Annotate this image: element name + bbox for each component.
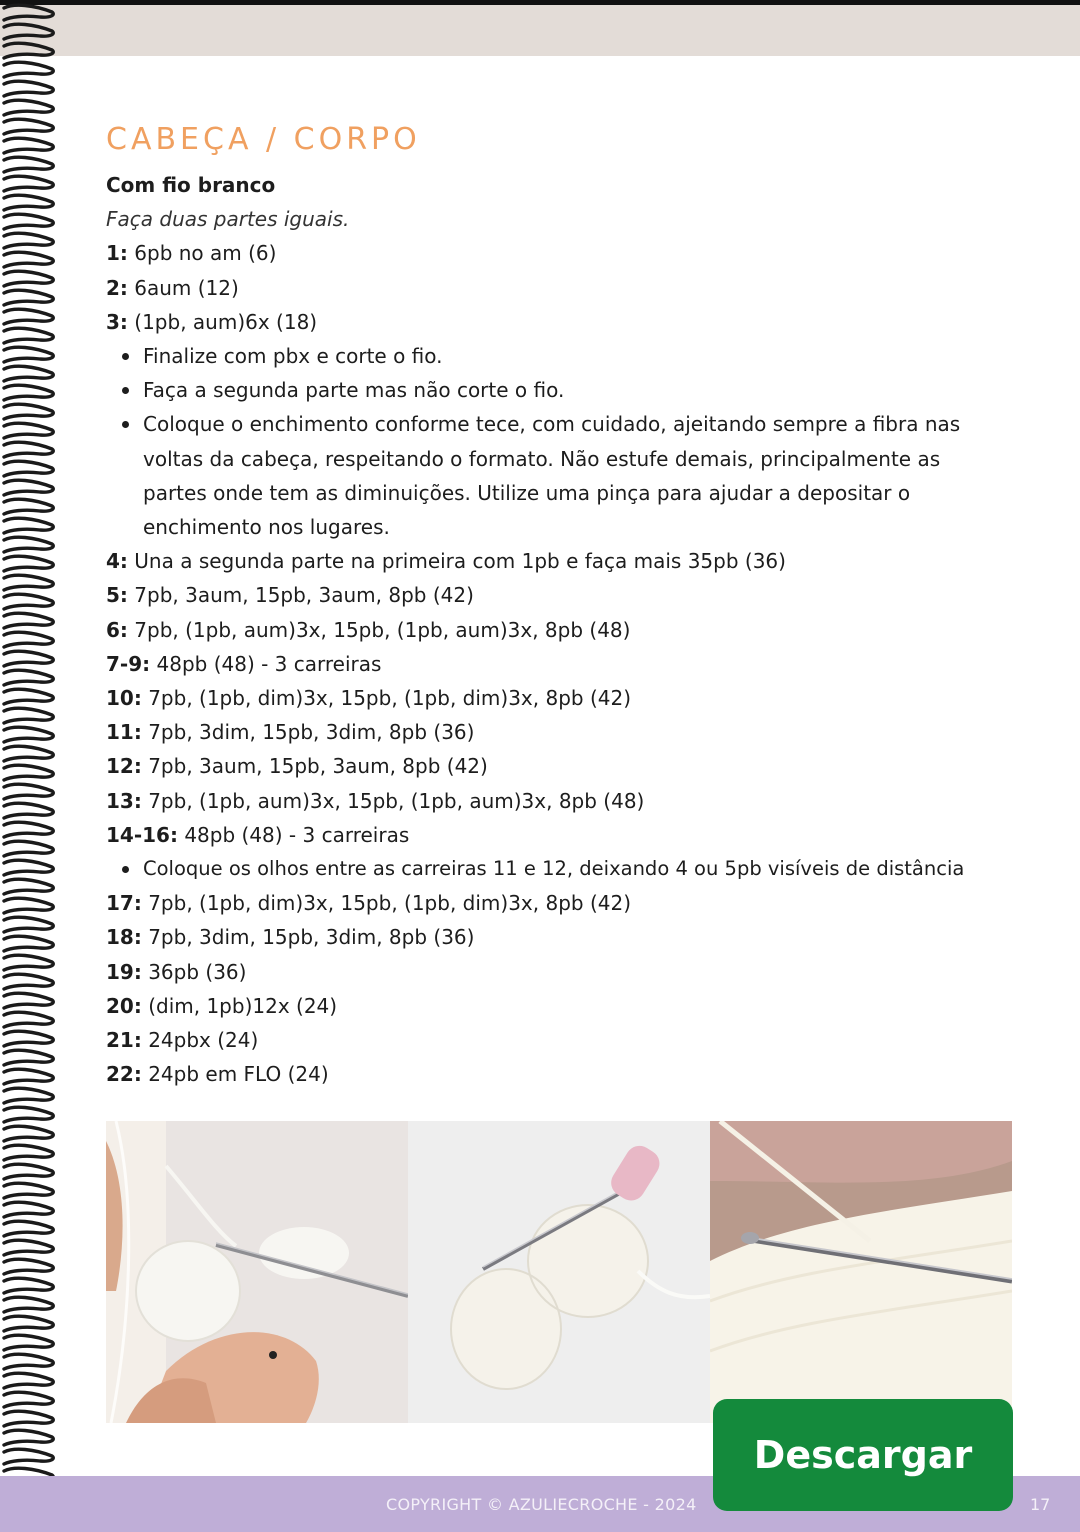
- spiral-ring: [4, 1126, 53, 1141]
- spiral-ring: [4, 271, 53, 286]
- spiral-ring: [4, 784, 53, 799]
- round-line: 6: 7pb, (1pb, aum)3x, 15pb, (1pb, aum)3x, 8pb (48): [106, 617, 631, 642]
- spiral-binding: [0, 0, 62, 1532]
- spiral-ring: [4, 670, 53, 685]
- spiral-ring: [4, 252, 53, 267]
- footer-copyright: COPYRIGHT © AZULIECROCHE - 2024: [386, 1495, 697, 1514]
- spiral-ring: [4, 1297, 53, 1312]
- round-line: 3: (1pb, aum)6x (18): [106, 309, 318, 334]
- round-line: 22: 24pb em FLO (24): [106, 1062, 329, 1087]
- section-subtitle: Com fio branco: [106, 173, 276, 197]
- photo-stitching-detail: [710, 1121, 1012, 1423]
- spiral-ring: [4, 442, 53, 457]
- round-line: 1: 6pb no am (6): [106, 241, 277, 266]
- spiral-ring: [4, 1183, 53, 1198]
- page-top-band: [0, 0, 1080, 56]
- spiral-ring: [4, 632, 53, 647]
- spiral-ring: [4, 81, 53, 96]
- spiral-ring: [4, 138, 53, 153]
- section-note: Faça duas partes iguais.: [106, 207, 350, 232]
- spiral-ring: [4, 613, 53, 628]
- round-line: 18: 7pb, 3dim, 15pb, 3dim, 8pb (36): [106, 925, 475, 950]
- round-line: 7-9: 48pb (48) - 3 carreiras: [106, 651, 382, 676]
- spiral-ring: [4, 955, 53, 970]
- round-line: 17: 7pb, (1pb, dim)3x, 15pb, (1pb, dim)3x, 8pb (42): [106, 891, 632, 916]
- bullet-item: Finalize com pbx e corte o fio.: [143, 339, 1036, 373]
- spiral-ring: [4, 974, 53, 989]
- round-line: 5: 7pb, 3aum, 15pb, 3aum, 8pb (42): [106, 583, 474, 608]
- spiral-ring: [4, 119, 53, 134]
- spiral-ring: [4, 727, 53, 742]
- spiral-ring: [4, 708, 53, 723]
- spiral-ring: [4, 556, 53, 571]
- spiral-ring: [4, 157, 53, 172]
- spiral-ring: [4, 1107, 53, 1122]
- spiral-ring: [4, 290, 53, 305]
- spiral-ring: [4, 1392, 53, 1407]
- spiral-ring: [4, 1335, 53, 1350]
- recipe-content: [106, 118, 1036, 1091]
- spiral-ring: [4, 1430, 53, 1445]
- spiral-ring: [4, 1411, 53, 1426]
- spiral-ring: [4, 575, 53, 590]
- spiral-ring: [4, 499, 53, 514]
- spiral-ring: [4, 1145, 53, 1160]
- spiral-ring: [4, 461, 53, 476]
- footer-page-number: 17: [1030, 1495, 1051, 1514]
- round-line: 11: 7pb, 3dim, 15pb, 3dim, 8pb (36): [106, 720, 475, 745]
- spiral-ring: [4, 1012, 53, 1027]
- round-line: 12: 7pb, 3aum, 15pb, 3aum, 8pb (42): [106, 754, 488, 779]
- photo-closing-head: [408, 1121, 710, 1423]
- spiral-ring: [4, 822, 53, 837]
- spiral-ring: [4, 993, 53, 1008]
- spiral-ring: [4, 537, 53, 552]
- instruction-bullets-b: [106, 852, 1036, 886]
- spiral-ring: [4, 480, 53, 495]
- spiral-ring: [4, 1031, 53, 1046]
- spiral-ring: [4, 5, 53, 20]
- round-line: 13: 7pb, (1pb, aum)3x, 15pb, (1pb, aum)3x, 8pb (48): [106, 788, 645, 813]
- spiral-ring: [4, 917, 53, 932]
- spiral-ring: [4, 233, 53, 248]
- spiral-ring: [4, 195, 53, 210]
- spiral-ring: [4, 100, 53, 115]
- spiral-ring: [4, 347, 53, 362]
- spiral-ring: [4, 1354, 53, 1369]
- spiral-ring: [4, 1449, 53, 1464]
- spiral-ring: [4, 689, 53, 704]
- round-line: 10: 7pb, (1pb, dim)3x, 15pb, (1pb, dim)3x, 8pb (42): [106, 686, 632, 711]
- round-line: 4: Una a segunda parte na primeira com 1pb e faça mais 35pb (36): [106, 549, 786, 574]
- round-line: 2: 6aum (12): [106, 275, 239, 300]
- spiral-ring: [4, 24, 53, 39]
- spiral-ring: [4, 1069, 53, 1084]
- spiral-ring: [4, 936, 53, 951]
- spiral-ring: [4, 1259, 53, 1274]
- spiral-ring: [4, 518, 53, 533]
- bullet-item: Coloque os olhos entre as carreiras 11 e 12, deixando 4 ou 5pb visíveis de distância: [143, 852, 1036, 886]
- spiral-ring: [4, 404, 53, 419]
- spiral-ring: [4, 841, 53, 856]
- rounds-list-b: [106, 544, 1036, 852]
- spiral-ring: [4, 765, 53, 780]
- spiral-ring: [4, 1202, 53, 1217]
- spiral-ring: [4, 423, 53, 438]
- round-line: 19: 36pb (36): [106, 959, 247, 984]
- spiral-ring: [4, 651, 53, 666]
- spiral-ring: [4, 1050, 53, 1065]
- spiral-ring: [4, 214, 53, 229]
- spiral-ring: [4, 1221, 53, 1236]
- spiral-ring: [4, 1373, 53, 1388]
- round-line: 21: 24pbx (24): [106, 1028, 259, 1053]
- bullet-item: Faça a segunda parte mas não corte o fio.: [143, 373, 1036, 407]
- spiral-ring: [4, 746, 53, 761]
- spiral-ring: [4, 803, 53, 818]
- spiral-ring: [4, 1164, 53, 1179]
- photo-joining-parts: [106, 1121, 408, 1423]
- spiral-ring: [4, 1088, 53, 1103]
- round-line: 14-16: 48pb (48) - 3 carreiras: [106, 822, 410, 847]
- download-button[interactable]: Descargar: [713, 1399, 1013, 1511]
- spiral-ring: [4, 385, 53, 400]
- photo-strip: [106, 1121, 1012, 1423]
- rounds-list-a: [106, 236, 1036, 339]
- section-title: CABEÇA / CORPO: [106, 122, 421, 157]
- spiral-ring: [4, 328, 53, 343]
- round-line: 20: (dim, 1pb)12x (24): [106, 993, 338, 1018]
- spiral-ring: [4, 43, 53, 58]
- spiral-ring: [4, 62, 53, 77]
- spiral-ring: [4, 176, 53, 191]
- spiral-ring: [4, 1240, 53, 1255]
- bullet-item: Coloque o enchimento conforme tece, com cuidado, ajeitando sempre a fibra nas voltas da cabeça, respeitando o formato. Não estufe demais, principalmente as partes onde tem as diminuições. Utilize uma pinça para ajudar a depositar o enchimento nos lugares.: [143, 407, 973, 544]
- spiral-ring: [4, 1316, 53, 1331]
- spiral-ring: [4, 1278, 53, 1293]
- spiral-ring: [4, 879, 53, 894]
- rounds-list-c: [106, 886, 1036, 1091]
- spiral-ring: [4, 898, 53, 913]
- spiral-ring: [4, 860, 53, 875]
- spiral-ring: [4, 366, 53, 381]
- instruction-bullets-a: [106, 339, 1036, 544]
- spiral-ring: [4, 309, 53, 324]
- spiral-ring: [4, 594, 53, 609]
